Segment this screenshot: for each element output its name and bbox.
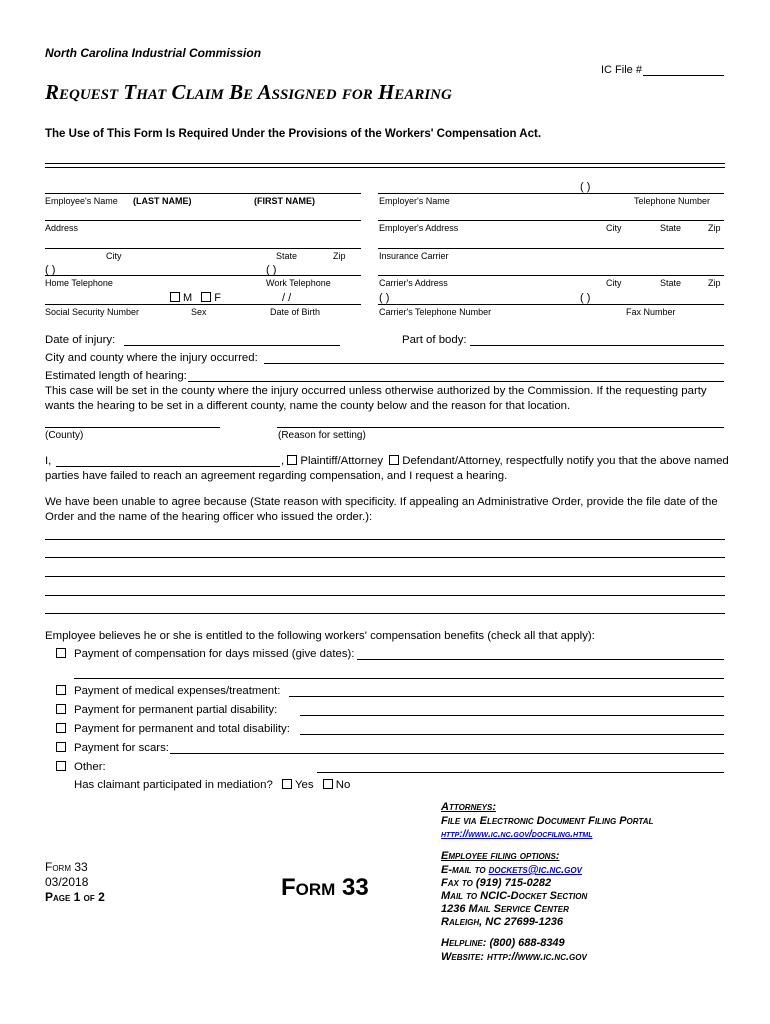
sex-label: Sex [191, 307, 207, 317]
dob-label: Date of Birth [270, 307, 321, 317]
scars-input[interactable] [170, 753, 724, 754]
requester-line [45, 454, 51, 469]
form-big-label: Form 33 [281, 874, 369, 901]
benefit-partial [56, 703, 277, 718]
home-telephone-input[interactable] [45, 275, 361, 276]
ic-file-input[interactable] [643, 75, 724, 76]
attorneys-heading: Attorneys: [441, 801, 497, 813]
days-missed-input-2[interactable] [74, 678, 724, 679]
home-telephone-label: Home Telephone [45, 278, 113, 288]
fax-line: Fax to (919) 715-0282 [441, 877, 552, 889]
sex-f-checkbox[interactable] [201, 292, 211, 302]
scars-checkbox[interactable] [56, 742, 66, 752]
employer-zip-label: Zip [708, 223, 721, 233]
date-of-injury-label: Date of injury: [45, 334, 116, 346]
scars-label: Payment for scars: [74, 742, 169, 754]
partial-label: Payment for permanent partial disability: [74, 704, 278, 716]
hearing-length-label: Estimated length of hearing: [45, 370, 187, 382]
reason-line[interactable] [45, 539, 725, 540]
county-label: (County) [45, 430, 84, 441]
request-continued: parties have failed to reach an agreement regarding compensation, and I request a hearing. [45, 470, 508, 482]
employee-name-label: Employee's Name [45, 196, 118, 206]
partial-checkbox[interactable] [56, 704, 66, 714]
sex-f-label: F [214, 292, 221, 304]
sex-m-label: M [183, 292, 193, 304]
total-label: Payment for permanent and total disability: [74, 723, 290, 735]
venue-text: This case will be set in the county where the injury occurred unless otherwise authorized by the Commission. If the requesting party wants the hearing to be set in a different county, name the county below and the reason for that location. [45, 385, 707, 412]
website-line: Website: http://www.ic.nc.gov [441, 951, 587, 963]
mediation-question [74, 778, 350, 793]
carrier-state-label: State [660, 278, 682, 288]
email-prefix: E-mail to [441, 864, 486, 876]
email-link[interactable]: dockets@ic.nc.gov [488, 864, 582, 876]
last-name-label: (LAST NAME) [133, 196, 192, 206]
attorneys-line: File via Electronic Document Filing Portal [441, 815, 654, 827]
unable-to-agree-text: We have been unable to agree because (State reason with specificity. If appealing an Administrative Order, provide the file date of the Order and the name of the hearing officer who issued the order.): [45, 496, 718, 523]
partial-input[interactable] [300, 715, 724, 716]
form-title: Request That Claim Be Assigned for Hearing [45, 80, 452, 104]
benefit-scars [56, 741, 169, 756]
employer-address-input[interactable] [378, 220, 724, 221]
benefit-other [56, 760, 106, 775]
county-input[interactable] [45, 427, 220, 428]
total-input[interactable] [300, 734, 724, 735]
medical-checkbox[interactable] [56, 685, 66, 695]
carrier-address-label: Carrier's Address [379, 278, 448, 288]
benefit-days-missed [56, 647, 354, 662]
employer-name-label: Employer's Name [379, 196, 450, 206]
total-checkbox[interactable] [56, 723, 66, 733]
address-label: Address [45, 223, 79, 233]
mail-line: Mail to NCIC-Docket Section [441, 890, 588, 902]
days-missed-input[interactable] [357, 659, 724, 660]
reason-line[interactable] [45, 576, 725, 577]
employer-phone-parens: ( ) [580, 181, 591, 193]
part-of-body-label: Part of body: [402, 334, 467, 346]
work-phone-parens: ( ) [266, 264, 277, 276]
plaintiff-checkbox[interactable] [287, 455, 297, 465]
employee-city-input[interactable] [45, 248, 361, 249]
fax-parens: ( ) [580, 292, 591, 304]
carrier-zip-label: Zip [708, 278, 721, 288]
carrier-phone-parens: ( ) [379, 292, 390, 304]
hearing-length-input[interactable] [188, 381, 724, 382]
medical-label: Payment of medical expenses/treatment: [74, 685, 281, 697]
ic-file-label: IC File # [601, 64, 642, 76]
other-label: Other: [74, 761, 106, 773]
carrier-phone-label: Carrier's Telephone Number [379, 307, 492, 317]
employer-city-label: City [606, 223, 622, 233]
insurance-carrier-input[interactable] [378, 248, 724, 249]
other-input[interactable] [317, 772, 724, 773]
ssn-label: Social Security Number [45, 307, 140, 317]
helpline-line: Helpline: (800) 688-8349 [441, 937, 565, 949]
days-missed-label: Payment of compensation for days missed (give dates): [74, 648, 355, 660]
form-subtitle: The Use of This Form Is Required Under the Provisions of the Workers' Compensation Act. [45, 128, 542, 140]
mediation-yes-checkbox[interactable] [282, 779, 292, 789]
date-of-injury-input[interactable] [124, 345, 340, 346]
form-date: 03/2018 [45, 875, 89, 889]
email-line [441, 864, 582, 876]
employer-address-label: Employer's Address [379, 223, 459, 233]
carrier-city-label: City [606, 278, 622, 288]
defendant-checkbox[interactable] [389, 455, 399, 465]
fax-label: Fax Number [626, 307, 676, 317]
benefit-medical [56, 684, 280, 699]
employee-name-input[interactable] [45, 193, 361, 194]
i-label: I, [45, 455, 52, 467]
reason-label: (Reason for setting) [278, 430, 366, 441]
medical-input[interactable] [289, 696, 724, 697]
plaintiff-label: Plaintiff/Attorney [300, 455, 384, 467]
defendant-label: Defendant/Attorney, respectfully notify you that the above named [402, 455, 729, 467]
sex-m-checkbox[interactable] [170, 292, 180, 302]
home-phone-parens: ( ) [45, 264, 56, 276]
employer-state-label: State [660, 223, 682, 233]
part-of-body-input[interactable] [470, 345, 724, 346]
mediation-no-label: No [335, 779, 351, 791]
divider [45, 167, 725, 168]
other-checkbox[interactable] [56, 761, 66, 771]
employee-city-label: City [106, 251, 122, 261]
comma: , [281, 455, 285, 467]
ssn-input[interactable] [45, 304, 361, 305]
commission-name: North Carolina Industrial Commission [45, 46, 262, 60]
days-missed-checkbox[interactable] [56, 648, 66, 658]
telephone-number-label: Telephone Number [634, 196, 711, 206]
employer-name-input[interactable] [378, 193, 724, 194]
form-number: Form 33 [45, 860, 88, 874]
injury-location-label: City and county where the injury occurred: [45, 352, 258, 364]
first-name-label: (FIRST NAME) [254, 196, 315, 206]
benefit-total [56, 722, 290, 737]
mediation-label: Has claimant participated in mediation? [74, 779, 273, 791]
reason-line[interactable] [45, 595, 725, 596]
employee-filing-heading: Employee filing options: [441, 850, 560, 862]
carrier-address-input[interactable] [378, 275, 724, 276]
reason-input[interactable] [277, 427, 724, 428]
injury-location-input[interactable] [264, 363, 724, 364]
employee-address-input[interactable] [45, 220, 361, 221]
mail-center-line: 1236 Mail Service Center [441, 903, 569, 915]
benefits-intro: Employee believes he or she is entitled to the following workers' compensation benefits (check all that apply): [45, 630, 595, 642]
city-line: Raleigh, NC 27699-1236 [441, 916, 563, 928]
reason-line[interactable] [45, 557, 725, 558]
employee-zip-label: Zip [333, 251, 346, 261]
employee-state-label: State [276, 251, 298, 261]
page-number: Page 1 of 2 [45, 890, 105, 904]
dob-slashes: / / [282, 292, 292, 304]
mediation-yes-label: Yes [294, 779, 314, 791]
mediation-no-checkbox[interactable] [323, 779, 333, 789]
divider [45, 163, 725, 164]
sex-options [170, 292, 221, 304]
carrier-phone-input[interactable] [378, 304, 724, 305]
insurance-carrier-label: Insurance Carrier [379, 251, 449, 261]
work-telephone-label: Work Telephone [266, 278, 331, 288]
reason-line[interactable] [45, 613, 725, 614]
requester-name-input[interactable] [56, 466, 280, 467]
attorneys-url-link[interactable]: http://www.ic.nc.gov/docfiling.html [441, 829, 593, 840]
party-type [281, 454, 729, 469]
